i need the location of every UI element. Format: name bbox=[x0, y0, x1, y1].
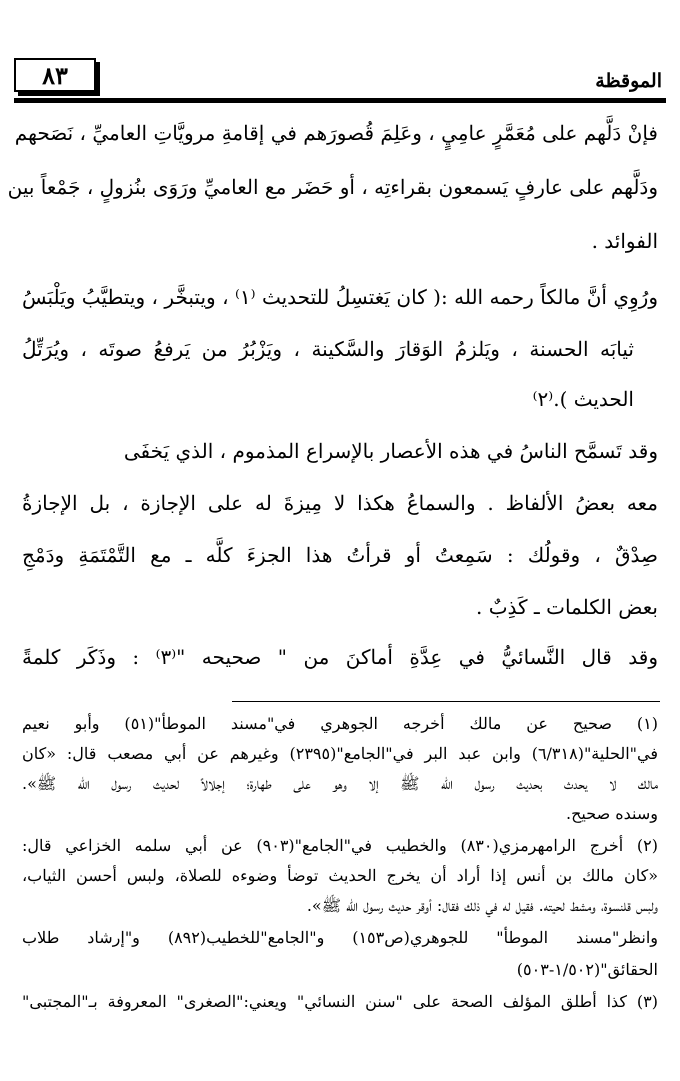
body-line: ثيابَه الحسنة ، ويَلزمُ الوَقارَ والسَّكينة ، ويَزْبُرُ من يَرفعُ صوتَه ، ويُرَتِّلُ bbox=[22, 337, 634, 361]
footnote-rule bbox=[232, 701, 660, 702]
footnote-line: (١) صحيح عن مالك أخرجه الجوهري في"مسند الموطأ"(٥١) وأبو نعيم bbox=[22, 714, 659, 733]
footnote-line: «كان مالك بن أنس إذا أراد أن يخرج الحديث توضأ وضوءه للصلاة، ولبس أحسن الثياب، bbox=[22, 866, 658, 885]
body-line: ودَلَّهم على عارفٍ يَسمعون بقراءتِه ، أو حَضَر مع العاميِّ ورَوَى بنُزولٍ ، جَمْعاً بين bbox=[7, 175, 658, 199]
running-title: الموقظة bbox=[595, 70, 662, 92]
footnote-line: وانظر"مسند الموطأ" للجوهري(ص١٥٣) و"الجامع"للخطيب(٨٩٢) و"إرشاد طلاب bbox=[22, 928, 658, 947]
footnote-line: (٢) أخرج الرامهرمزي(٨٣٠) والخطيب في"الجامع"(٩٠٣) عن أبي سلمه الخزاعي قال: bbox=[22, 836, 658, 855]
body-line: معه بعضُ الألفاظ . والسماعُ هكذا لا مِيزةَ له على الإجازة ، بل الإجازةُ bbox=[22, 491, 658, 515]
body-line: الفوائد . bbox=[591, 229, 658, 253]
body-line: وقد تَسمَّح الناسُ في هذه الأعصار بالإسراع المذموم ، الذي يَخفَى bbox=[123, 439, 658, 463]
body-line: وقد قال النَّسائيُّ في عِدَّةِ أماكنَ من " صحيحه "⁽٣⁾ : وذَكَر كلمةً bbox=[22, 645, 658, 669]
body-line: الحديث ).⁽٢⁾ bbox=[532, 387, 634, 411]
body-line: صِدْقٌ ، وقولُك : سَمِعتُ أو قرأتُ هذا الجزءَ كلَّه ـ مع التَّمْتَمَةِ ودَمْجِ bbox=[22, 543, 658, 567]
footnote-line: (٣) كذا أطلق المؤلف الصحة على "سنن النسائي" ويعني:"الصغرى" المعروفة بـ"المجتبى" bbox=[22, 992, 658, 1011]
body-line: ورُوِي أنَّ مالكاً رحمه الله :( كان يَغتسِلُ للتحديث ⁽١⁾ ، ويتبخَّر ، ويتطيَّبُ ويَلْبَسُ bbox=[22, 285, 658, 309]
footnote-line: وسنده صحيح. bbox=[566, 804, 658, 823]
body-line: فإنْ دَلَّهم على مُعَمَّرٍ عامِيٍ ، وعَلِمَ قُصورَهم في إقامةِ مرويَّاتِ العاميِّ ، نَصَحهم bbox=[14, 121, 658, 145]
body-line: بعض الكلمات ـ كَذِبٌ . bbox=[475, 595, 658, 619]
footnote-line: ولبس قلنسوة، ومشط لحيته. فقيل له في ذلك فقال: أوقر حديث رسول الله ﷺ». bbox=[306, 896, 658, 915]
page-number: ٨٣ bbox=[14, 58, 96, 92]
footnote-line: في"الحلية"(٦/٣١٨) وابن عبد البر في"الجامع"(٢٣٩٥) وغيرهم عن أبي مصعب قال: «كان bbox=[22, 744, 658, 763]
header-rule bbox=[14, 98, 666, 103]
footnote-line: الحقائق"(١/٥٠٢-٥٠٣) bbox=[516, 960, 658, 979]
footnote-line: مالك لا يحدث بحديث رسول الله ﷺ إلا وهو على طهارة؛ إجلالاً لحديث رسول الله ﷺ». bbox=[22, 774, 658, 793]
